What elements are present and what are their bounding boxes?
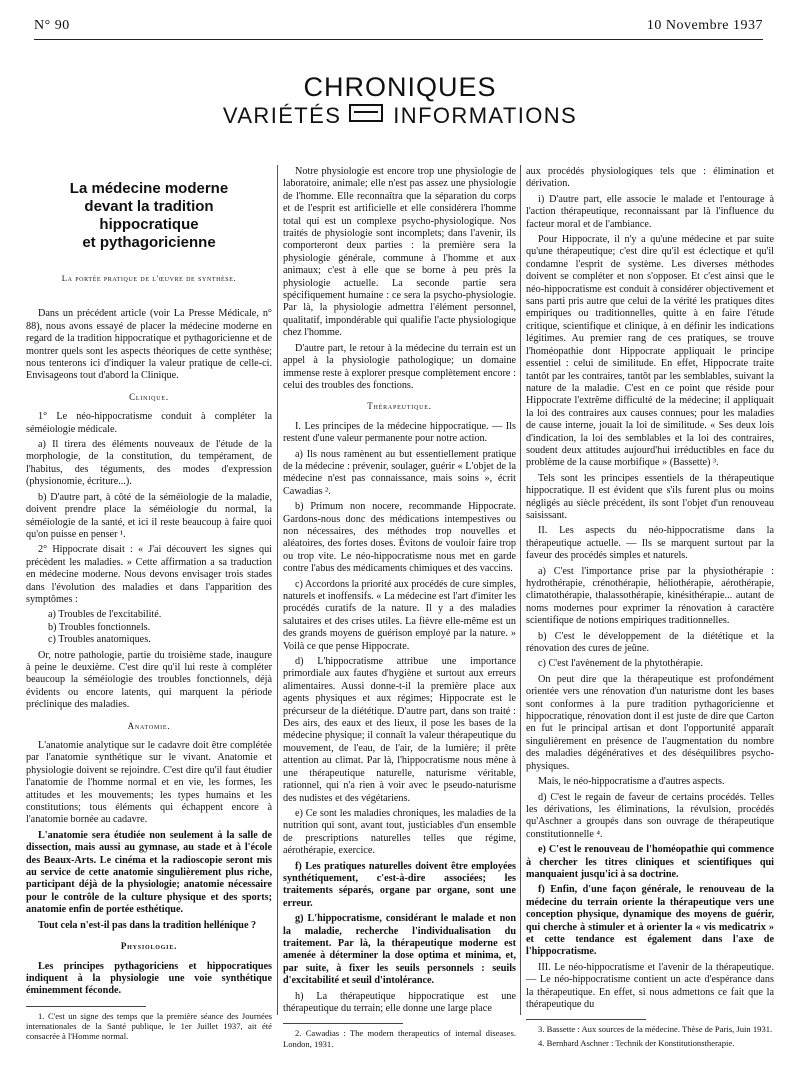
- column-divider: [277, 165, 278, 1015]
- paragraph: d) C'est le regain de faveur de certains procédés. Telles les dérivations, les éliminations, la révulsion, procédés qu'Aschner a groupés dans son ouvrage de thérapeutique constitutionnelle ⁴.: [526, 791, 774, 840]
- article-title-line: devant la tradition: [84, 198, 214, 215]
- paragraph: a) Il tirera des éléments nouveaux de l'étude de la morphologie, de la constitution, du tempérament, de l'habitus, des téguments, des modes d'expression (physionomie, écriture...).: [26, 439, 272, 488]
- column-3: [526, 166, 774, 1051]
- footnote: 2. Cawadias : The modern therapeutics of internal diseases. London, 1931.: [283, 1028, 516, 1049]
- paragraph: b) D'autre part, à côté de la séméiologie de la maladie, doivent prendre place la séméiologie du normal, la séméiologie de la santé, et ici il reste beaucoup à faire quoi qu'on puisse en penser ¹.: [26, 491, 272, 540]
- column-1: [26, 166, 272, 1044]
- section-heading-physiologie: Physiologie.: [120, 941, 178, 952]
- paragraph: c) Accordons la priorité aux procédés de cure simples, naturels et inoffensifs. « La médecine est l'art d'imiter les procédés curatifs de la nature. Il y a des maladies salutaires et des crises utiles. La fièvre elle-même est un des grands moyens de guérison employé par la nature. » Voilà ce que pense Hippocrate.: [283, 578, 516, 652]
- masthead-informations: INFORMATIONS: [393, 103, 578, 128]
- column-divider: [520, 165, 521, 1015]
- paragraph: Mais, le néo-hippocratisme a d'autres aspects.: [538, 776, 725, 788]
- footnote: 4. Bernhard Aschner : Technik der Konstitutionstherapie.: [538, 1037, 735, 1048]
- paragraph: Les principes pythagoriciens et hippocratiques indiquent à la physiologie une voie synthétique éminemment féconde.: [26, 960, 272, 997]
- footnote-divider: [26, 1006, 146, 1007]
- list-item: b) Troubles fonctionnels.: [48, 621, 151, 633]
- paragraph: On peut dire que la thérapeutique est profondément orientée vers une rénovation d'un naturisme dont les bases sont conformes à la pure tradition pythagoricienne et hippocratique, rénovation dont il est juste de dire que Carton en fut le principal artisan et dont l'opportunité apparaît singulièrement en présence de l'augmentation du nombre des maladies dégénératives et des déséquilibres psycho-physiques.: [526, 673, 774, 772]
- list-item: a) Troubles de l'excitabilité.: [48, 609, 162, 621]
- paragraph: 2° Hippocrate disait : « J'ai découvert les signes qui précèdent les maladies. » Cette affirmation a sa traduction en médecine moderne. Nous devons envisager trois stades dans l'évolution des maladies et dans l'apparition des symptômes :: [26, 544, 272, 605]
- masthead-varietes: VARIÉTÉS: [222, 103, 342, 128]
- paragraph: f) Les pratiques naturelles doivent être employées synthétiquement, c'est-à-dire associées; les traitements séparés, organe par organe, sont une erreur.: [283, 860, 516, 909]
- paragraph: Dans un précédent article (voir La Presse Médicale, n° 88), nous avons essayé de placer la médecine moderne en regard de la tradition hippocratique et pythagoricienne et de montrer quels sont les aspects théoriques de cette synthèse; nous tenterons ici d'indiquer la valeur pratique de celle-ci. Envisageons tout d'abord la Clinique.: [26, 308, 272, 382]
- article-title-line: hippocratique: [99, 216, 199, 233]
- article-title-line: et pythagoricienne: [82, 234, 216, 251]
- paragraph: g) L'hippocratisme, considérant le malade et non la maladie, recherche l'individualisation du traitement. Par là, la thérapeutique moderne est amenée à déterminer la dose optima et minima, et, par suite, à fixer les seuils personnels : seuils d'excitabilité et seuil d'intolérance.: [283, 913, 516, 987]
- paragraph: 1° Le néo-hippocratisme conduit à compléter la séméiologie médicale.: [26, 411, 272, 435]
- paragraph: I. Les principes de la médecine hippocratique. — Ils restent d'une valeur permanente pour notre action.: [283, 420, 516, 445]
- paragraph: e) Ce sont les maladies chroniques, les maladies de la nutrition qui sont, avant tout, justiciables d'un ensemble de prescriptions naturelles telles que régime, aérothérapie, exercice.: [283, 807, 516, 857]
- paragraph: a) C'est l'importance prise par la physiothérapie : hydrothérapie, crénothérapie, héliothérapie, aérothérapie, climatothérapie, thalassothérapie, kinésithérapie... autant de noms modernes pour exprimer la rénovation à caractère scientifique de notions empiriques traditionnelles.: [526, 565, 774, 627]
- section-heading-anatomie: Anatomie.: [127, 720, 171, 731]
- masthead-title: CHRONIQUES: [303, 72, 497, 102]
- paragraph: Tout cela n'est-il pas dans la tradition hellénique ?: [38, 919, 257, 931]
- masthead-subtitle: [0, 103, 800, 129]
- article-title-line: La médecine moderne: [69, 180, 229, 197]
- paragraph: Or, notre pathologie, partie du troisième stade, inaugure à peine le deuxième. C'est dire qu'il lui reste à compléter beaucoup la séméiologie des troubles fonctionnels, déjà évidents ou encore latents, qui marquent la période préclinique des maladies.: [26, 649, 272, 711]
- footnote: 3. Bassette : Aux sources de la médecine. Thèse de Paris, Juin 1931.: [538, 1024, 773, 1035]
- paragraph: d) L'hippocratisme attribue une importance primordiale aux fautes d'hygiène et surtout aux erreurs alimentaires. Aussi donne-t-il la première place aux agents physiques et aux régimes; Hippocrate est le précurseur de la diététique. D'autre part, dans son traité : Des airs, des eaux et des lieux, il pose les bases de la médecine physique; il connaît la valeur thérapeutique du mouvement, de l'eau, de l'air, de la lumière; il prête attention au climat. Par là, l'hippocratisme nous mène à une thérapeutique naturelle, naturisme véritable, rationnel, qui n'a rien à voir avec le pseudo-naturisme des nudistes et des végétariens.: [283, 656, 516, 804]
- section-heading-therapeutique: Thérapeutique.: [367, 401, 432, 412]
- paragraph: II. Les aspects du néo-hippocratisme dans la thérapeutique actuelle. — Ils se marquent surtout par la faveur des procédés simples et naturels.: [526, 525, 774, 562]
- column-2: [283, 166, 516, 1052]
- paragraph: i) D'autre part, elle associe le malade et l'entourage à l'action thérapeutique, reconnaissant par là l'influence du facteur moral et de l'ambiance.: [526, 193, 774, 230]
- article-title: [26, 180, 272, 252]
- list-item: c) Troubles anatomiques.: [48, 634, 151, 646]
- paragraph: L'anatomie analytique sur le cadavre doit être complétée par l'anatomie synthétique sur le vivant. Anatomie et physiologie doivent se rejoindre. C'est dire qu'il faut étudier l'anatomie de l'homme normal et en vie, les formes, les attitudes et les mouvements; les types humains et les constitutions; tous éléments qui échappent encore à l'anatomie bornée au cadavre.: [26, 740, 272, 826]
- footnote-divider: [526, 1019, 646, 1020]
- paragraph: Pour Hippocrate, il n'y a qu'une médecine et par suite qu'une thérapeutique; c'est dire qu'il est éclectique et qu'il condamne l'esprit de système. Les diverses méthodes doivent se compléter et non s'opposer. Et c'est ainsi que le néo-hippocratisme est conduit à considérer objectivement et sans parti pris autre que celui de la vérité les pratiques dites empiriques ou traditionnelles, quitte à en faire l'étude critique, scientifique et clinique, à en définir les indications légitimes. Au premier rang de ces pratiques, se trouve l'homéopathie dont Hippocrate appliquait le principe essentiel : celui de similitude. En effet, Hippocrate traite tantôt par les contraires, tantôt par les semblables, suivant la nature de la maladie. C'est en ce point que réside pour Hippocrate l'extrême difficulté de la médecine; il appliquait la loi des contraires aux causes connues; pour les maladies de cause interne, jouait la loi de similitude. « Ses deux lois d'indication, la loi des semblables et la loi des contraires, soudent deux attitudes aujourd'hui irréductibles en face du problème de la cause morbifique » (Bassette) ³.: [526, 234, 774, 469]
- footnote-divider: [283, 1023, 403, 1024]
- paragraph: D'autre part, le retour à la médecine du terrain est un appel à la physiologie pathologique; un domaine immense reste à explorer presque complètement encore : celui des troubles des fonctions.: [283, 342, 516, 391]
- paragraph: a) Ils nous ramènent au but essentiellement pratique de la médecine : prévenir, soulager, guérir « L'objet de la médecine n'est pas connaissance, mais soins », écrit Cawadias ².: [283, 448, 516, 497]
- paragraph: Tels sont les principes essentiels de la thérapeutique hippocratique. Il est évident que s'ils furent plus ou moins négligés au siècle précédent, ils sont l'objet d'un renouveau saisissant.: [526, 472, 774, 521]
- issue-date: 10 Novembre 1937: [646, 18, 763, 33]
- paragraph: III. Le néo-hippocratisme et l'avenir de la thérapeutique. — Le néo-hippocratisme contient un acte d'espérance dans la thérapeutique. En effet, si nous admettons ce fait que la thérapeutique du: [526, 961, 774, 1010]
- paragraph: c) C'est l'avènement de la phytothérapie.: [538, 658, 703, 670]
- section-heading-clinique: Clinique.: [129, 391, 169, 402]
- paragraph: e) C'est le renouveau de l'homéopathie qui commence à chercher les titres cliniques et scientifiques qui manquaient jusqu'ici à sa doctrine.: [526, 844, 774, 880]
- header-divider: [34, 39, 763, 40]
- paragraph: h) La thérapeutique hippocratique est une thérapeutique du terrain; elle donne une large place: [283, 990, 516, 1014]
- ornament-icon: [349, 104, 383, 122]
- symptom-list: [48, 609, 272, 646]
- paragraph: L'anatomie sera étudiée non seulement à la salle de dissection, mais aussi au gymnase, au stade et à l'école des Beaux-Arts. Le cinéma et la radioscopie seront mis au service de cette anatomie singulièrement plus riche, participant déjà de la physiologie; anatomie nécessaire pour le contrôle de la culture physique et des sports; anatomie enfin de portée esthétique.: [26, 829, 272, 916]
- paragraph: b) Primum non nocere, recommande Hippocrate. Gardons-nous donc des médications intempestives ou non nécessaires, des méthodes trop nouvelles et aléatoires, des fortes doses. Évitons de vouloir faire trop ou trop vite. Le néo-hippocratisme nous met en garde contre l'abus des médicaments chimiques et des vaccins.: [283, 501, 516, 575]
- issue-number: N° 90: [34, 18, 70, 33]
- paragraph: b) C'est le développement de la diététique et la rénovation des cures de jeûne.: [526, 630, 774, 655]
- paragraph: Notre physiologie est encore trop une physiologie de laboratoire, animale; elle n'est pas assez une physiologie de l'homme. Elle reconnaîtra que la séparation du corps et de l'esprit est artificielle et elle considérera l'homme total qui est un complexe psycho-physiologique. Nos traités de physiologie sont incomplets; dans l'avenir, ils comporteront deux parties : la première sera la physiologie générale, commune à l'homme et aux animaux; c'est à elle que se borne à peu près la physiologie actuelle. La seconde partie sera spécifiquement humaine : ce sera la psycho-physiologie. Par là, la physiologie admettra l'élément personnel, qualitatif, impondérable qui qualifie l'acte physiologique chez l'homme.: [283, 166, 516, 339]
- footnote: 1. C'est un signe des temps que la première séance des Journées internationales de la Santé publique, le 1er Juillet 1937, ait été consacrée à l'Homme normal.: [26, 1010, 272, 1042]
- article-subtitle: La portée pratique de l'œuvre de synthèse.: [61, 273, 237, 283]
- paragraph: f) Enfin, d'une façon générale, le renouveau de la médecine du terrain oriente la thérapeutique vers une conception physique, dynamique des moyens de guérir, qui cherche à stimuler et à orienter la « vis medicatrix » et cette tendance est également dans l'axe de l'hippocratisme.: [526, 884, 774, 958]
- paragraph: aux procédés physiologiques tels que : élimination et dérivation.: [526, 166, 774, 190]
